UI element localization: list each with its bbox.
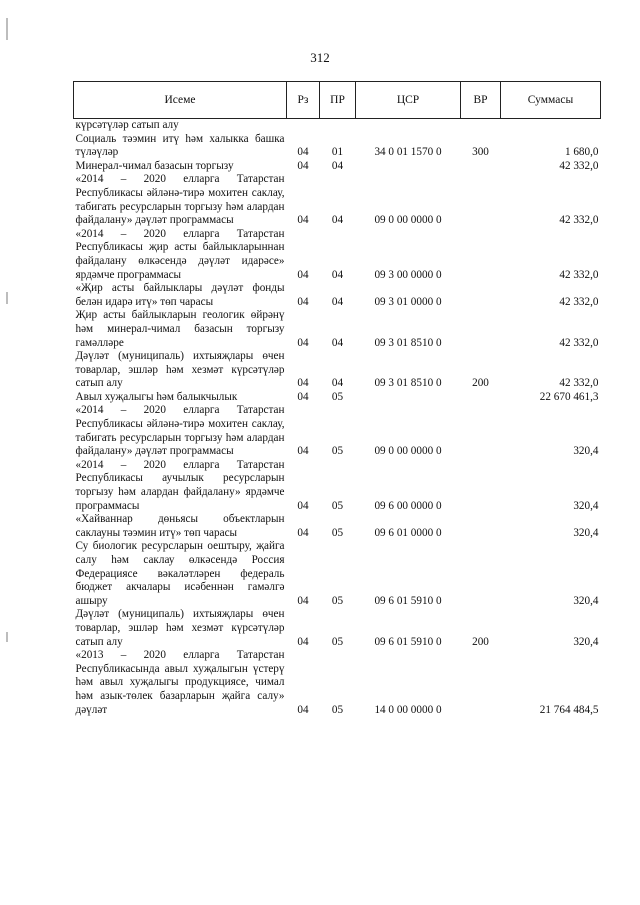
row-vr <box>461 160 501 174</box>
row-vr <box>461 391 501 405</box>
row-vr: 200 <box>472 377 489 390</box>
row-csr: 09 3 01 8510 0 <box>374 377 442 390</box>
row-rz: 04 <box>297 635 309 648</box>
row-rz: 04 <box>297 159 309 172</box>
scan-edge-mark <box>6 18 8 40</box>
row-sum: 42 332,0 <box>559 377 599 390</box>
table-row <box>74 173 601 227</box>
row-csr <box>356 119 461 133</box>
row-rz: 04 <box>297 499 309 512</box>
row-rz: 04 <box>297 526 309 539</box>
row-sum: 21 764 484,5 <box>539 703 599 716</box>
table-row <box>74 309 601 350</box>
row-csr: 14 0 00 0000 0 <box>374 703 442 716</box>
row-sum: 320,4 <box>573 445 599 458</box>
row-name: «Җир асты байлыклары дәүләт фонды белән идарә итү» төп чарасы <box>75 282 285 308</box>
row-sum: 320,4 <box>573 499 599 512</box>
table-row <box>74 404 601 458</box>
row-rz: 04 <box>297 336 309 349</box>
row-sum: 320,4 <box>573 635 599 648</box>
header-vr: ВР <box>461 82 501 119</box>
row-rz: 04 <box>297 445 309 458</box>
table-row <box>74 513 601 540</box>
row-sum: 320,4 <box>573 526 599 539</box>
row-csr: 34 0 01 1570 0 <box>374 146 442 159</box>
table-row <box>74 608 601 649</box>
row-vr <box>461 309 501 350</box>
row-pr: 04 <box>331 214 344 227</box>
row-rz: 04 <box>297 703 309 716</box>
row-rz: 04 <box>297 594 309 607</box>
row-name: Су биологик ресурсларын оештыру, җайга салу һәм саклау өлкәсендә Россия Федерациясе вәкаләтләрен федераль бюджет акчалары исәбеннән гамәлгә ашыру <box>75 540 285 607</box>
table-row <box>74 119 601 133</box>
row-name: Дәүләт (муниципаль) ихтыяҗлары өчен товарлар, эшләр һәм хезмәт күрсәтүләр сатып алу <box>75 608 285 648</box>
table-header-row <box>74 82 601 119</box>
row-name: «2014 – 2020 елларга Татарстан Республикасы әйләнә-тирә мохитен саклау, табигать ресурсларын торгызу һәм алардан файдалану» дәүләт программасы <box>75 173 285 227</box>
row-vr <box>461 540 501 608</box>
row-csr <box>356 391 461 405</box>
table-row <box>74 540 601 608</box>
row-pr: 04 <box>331 377 344 390</box>
row-rz: 04 <box>297 390 309 403</box>
table-row <box>74 649 601 717</box>
row-name: «2014 – 2020 елларга Татарстан Республикасы җир асты байлыкларыннан файдалану өлкәсендә дәүләт идарәсе» ярдәмче программасы <box>75 227 285 281</box>
row-rz: 04 <box>297 214 309 227</box>
page-number: 312 <box>310 50 330 65</box>
row-pr: 05 <box>331 499 344 512</box>
table-row <box>74 133 601 160</box>
row-pr: 05 <box>331 390 344 403</box>
row-csr: 09 6 01 5910 0 <box>374 594 442 607</box>
row-csr: 09 3 01 8510 0 <box>374 336 442 349</box>
row-vr: 200 <box>472 635 489 648</box>
row-vr: 300 <box>472 146 489 159</box>
row-csr: 09 3 00 0000 0 <box>374 268 442 281</box>
row-pr: 05 <box>331 703 344 716</box>
row-sum: 1 680,0 <box>564 146 599 159</box>
row-name: Социаль тәэмин итү һәм халыкка башка түләүләр <box>75 132 285 159</box>
row-sum <box>501 119 601 133</box>
row-pr: 04 <box>331 268 344 281</box>
row-vr <box>461 404 501 458</box>
header-name: Исеме <box>74 82 287 119</box>
table-row <box>74 350 601 391</box>
row-csr: 09 3 01 0000 0 <box>374 295 442 308</box>
row-csr: 09 6 01 0000 0 <box>374 526 442 539</box>
row-rz <box>287 119 320 133</box>
row-sum: 320,4 <box>573 594 599 607</box>
row-name: күрсәтүләр сатып алу <box>75 119 179 131</box>
row-pr <box>320 119 356 133</box>
table-row <box>74 228 601 282</box>
row-pr: 05 <box>331 526 344 539</box>
row-vr <box>461 228 501 282</box>
row-vr <box>461 173 501 227</box>
row-pr: 05 <box>331 594 344 607</box>
row-sum: 42 332,0 <box>559 214 599 227</box>
row-rz: 04 <box>297 146 309 159</box>
row-name: Җир асты байлыкларын геологик өйрәнү һәм минерал-чимал базасын торгызу гамәлләре <box>75 309 285 349</box>
row-pr: 05 <box>331 445 344 458</box>
row-pr: 01 <box>331 146 344 159</box>
table-row <box>74 282 601 309</box>
row-csr <box>356 160 461 174</box>
row-name: «2014 – 2020 елларга Татарстан Республикасы әйләнә-тирә мохитен саклау, табигать ресурсларын торгызу һәм алардан файдалану» дәүләт программасы <box>75 404 285 458</box>
row-name: Авыл хуҗалыгы һәм балыкчылык <box>75 390 238 403</box>
scan-edge-mark <box>6 632 8 642</box>
header-pr: ПР <box>320 82 356 119</box>
row-csr: 09 0 00 0000 0 <box>374 214 442 227</box>
row-rz: 04 <box>297 377 309 390</box>
table-row <box>74 459 601 513</box>
row-rz: 04 <box>297 295 309 308</box>
row-csr: 09 6 00 0000 0 <box>374 499 442 512</box>
budget-table <box>73 81 601 717</box>
row-vr <box>461 282 501 309</box>
row-vr <box>461 459 501 513</box>
row-sum: 42 332,0 <box>559 159 599 172</box>
row-name: Дәүләт (муниципаль) ихтыяҗлары өчен товарлар, эшләр һәм хезмәт күрсәтүләр сатып алу <box>75 350 285 390</box>
header-rz: Рз <box>287 82 320 119</box>
row-name: «Хайваннар дөньясы объектларын саклауны тәэмин итү» төп чарасы <box>75 513 285 539</box>
row-rz: 04 <box>297 268 309 281</box>
row-pr: 05 <box>331 635 344 648</box>
row-csr: 09 0 00 0000 0 <box>374 445 442 458</box>
row-sum: 22 670 461,3 <box>539 390 599 403</box>
row-csr: 09 6 01 5910 0 <box>374 635 442 648</box>
table-row <box>74 160 601 174</box>
row-vr <box>461 649 501 717</box>
row-vr <box>461 513 501 540</box>
scan-edge-mark <box>6 292 8 304</box>
header-csr: ЦСР <box>356 82 461 119</box>
header-sum: Суммасы <box>501 82 601 119</box>
row-pr: 04 <box>331 336 344 349</box>
row-name: «2013 – 2020 елларга Татарстан Республикасында авыл хуҗалыгын үстерү һәм авыл хуҗалыгы продукциясе, чимал һәм азык-төлек базарларын җайга салу» дәүләт <box>75 649 285 716</box>
row-sum: 42 332,0 <box>559 295 599 308</box>
row-pr: 04 <box>331 295 344 308</box>
row-pr: 04 <box>331 159 344 172</box>
row-name: «2014 – 2020 елларга Татарстан Республикасы аучылык ресурсларын торгызу һәм алардан файдалану» ярдәмче программасы <box>75 458 285 512</box>
row-name: Минерал-чимал базасын торгызу <box>75 159 234 172</box>
row-sum: 42 332,0 <box>559 268 599 281</box>
row-sum: 42 332,0 <box>559 336 599 349</box>
row-vr <box>461 119 501 133</box>
table-row <box>74 391 601 405</box>
